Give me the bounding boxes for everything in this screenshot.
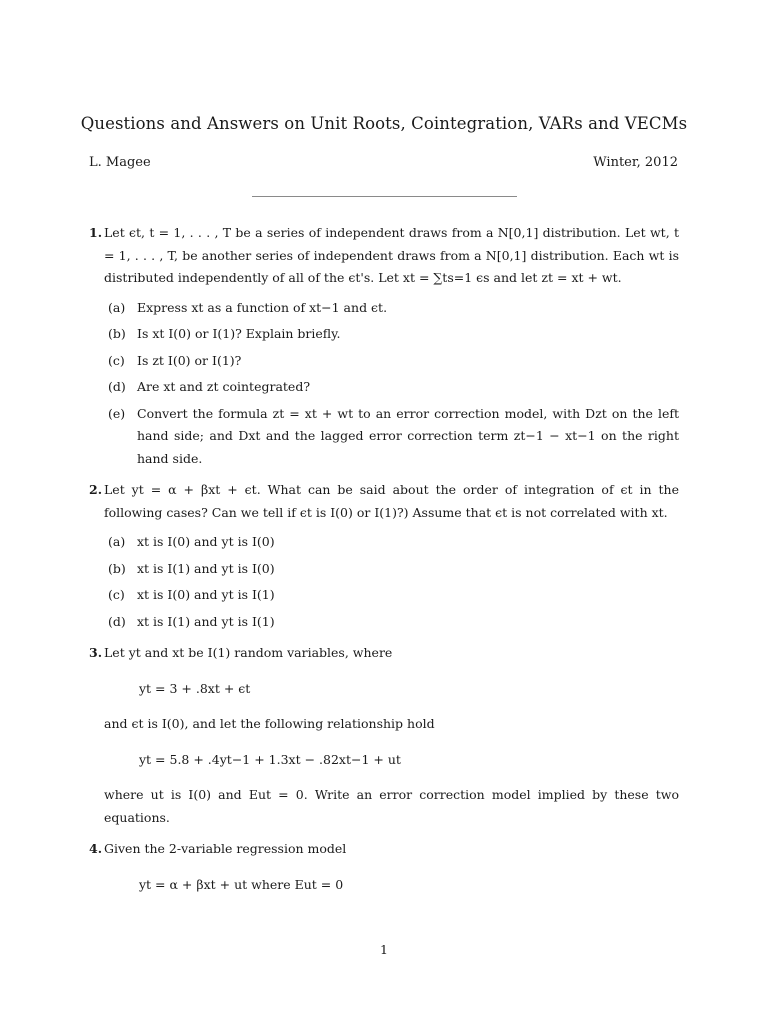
question-text: Let ϵt, t = 1, . . . , T be a series of independent draws from a N[0,1] distribution. Let wt, t = 1, . . . , T, be another series of independent draws from a N[0,1] distribution. Each wt is distributed independently of all of the ϵt's. Let xt = ∑ts=1 ϵs and let zt = xt + wt. <box>104 225 679 285</box>
question-text: Given the 2-variable regression model <box>104 841 347 856</box>
question-number: 4. <box>89 841 103 856</box>
page-number: 1 <box>380 942 388 957</box>
question-part: (b) Is xt I(0) or I(1)? Explain briefly. <box>108 326 341 341</box>
question-text: Let yt and xt be I(1) random variables, where <box>104 645 393 660</box>
question-text: where ut is I(0) and Eut = 0. Write an error correction model implied by these two equations. <box>104 787 679 825</box>
question-part: (d) xt is I(1) and yt is I(1) <box>108 613 275 629</box>
question-part: (a) Express xt as a function of xt−1 and ϵt. <box>108 299 388 315</box>
question-3 <box>89 642 679 829</box>
question-part: (a) xt is I(0) and yt is I(0) <box>108 534 275 549</box>
question-part: (d) Are xt and zt cointegrated? <box>108 379 311 394</box>
question-text: and ϵt is I(0), and let the following relationship hold <box>104 716 435 731</box>
question-parts <box>104 531 679 633</box>
question-4 <box>89 838 679 896</box>
document-title: Questions and Answers on Unit Roots, Cointegration, VARs and VECMs <box>80 114 688 133</box>
document-date: Winter, 2012 <box>593 155 678 170</box>
equation: yt = 3 + .8xt + ϵt <box>139 680 251 696</box>
question-part: (c) xt is I(0) and yt is I(1) <box>108 587 275 602</box>
author-name: L. Magee <box>89 155 151 170</box>
question-number: 3. <box>89 645 103 660</box>
title-divider <box>252 196 517 197</box>
question-number: 1. <box>89 225 103 240</box>
equation: yt = 5.8 + .4yt−1 + 1.3xt − .82xt−1 + ut <box>139 751 401 767</box>
question-part: (b) xt is I(1) and yt is I(0) <box>108 560 275 576</box>
question-text: Let yt = α + βxt + ϵt. What can be said about the order of integration of ϵt in the following cases? Can we tell if ϵt is I(0) or I(1)?) Assume that ϵt is not correlated with xt. <box>104 482 679 520</box>
equation: yt = α + βxt + ut where Eut = 0 <box>139 876 344 892</box>
question-2 <box>89 479 679 633</box>
question-part: (e) Convert the formula zt = xt + wt to an error correction model, with Dzt on the left hand side; and Dxt and the lagged error correction term zt−1 − xt−1 on the right hand side. <box>108 405 679 466</box>
questions-body <box>89 222 679 909</box>
question-parts <box>104 297 679 471</box>
question-number: 2. <box>89 482 103 497</box>
question-1 <box>89 222 679 470</box>
question-part: (c) Is zt I(0) or I(1)? <box>108 352 242 368</box>
